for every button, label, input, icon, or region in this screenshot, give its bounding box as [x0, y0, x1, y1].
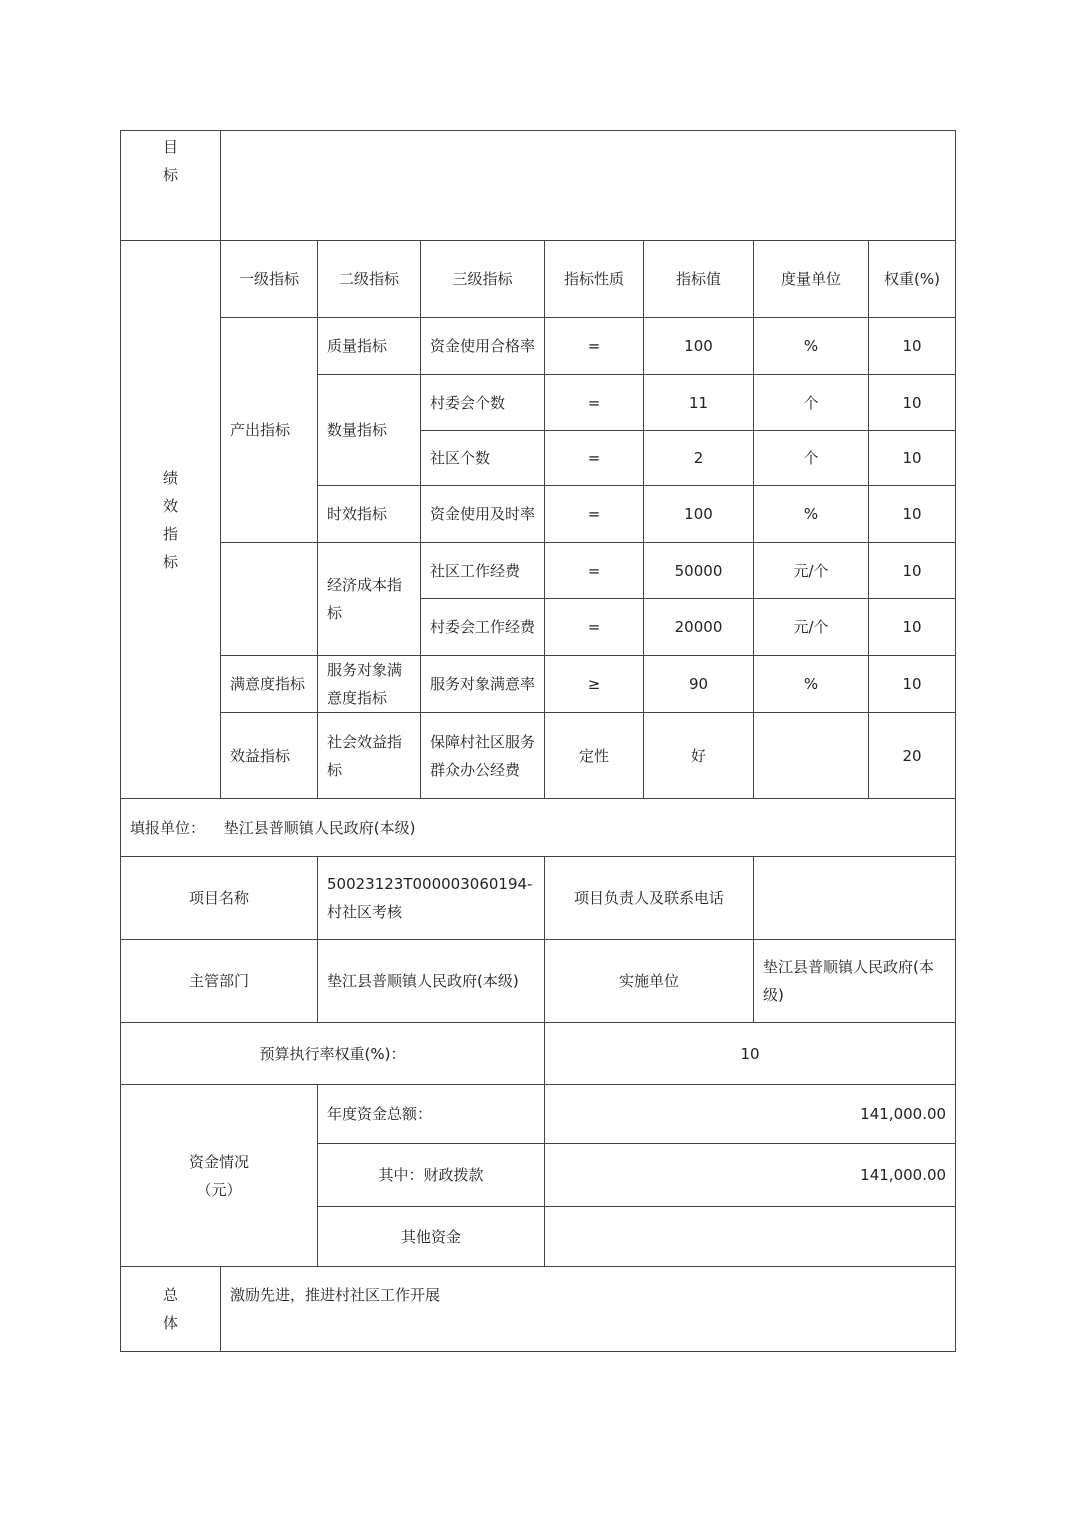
table-row: [121, 656, 956, 713]
weight-cell: 10: [869, 431, 956, 486]
project-contact-value: [754, 857, 956, 940]
funds-total-label: 年度资金总额：: [318, 1085, 545, 1144]
funds-other-value: [545, 1207, 956, 1267]
level1-cell: [221, 543, 318, 656]
impl-value: 垫江县普顺镇人民政府(本级): [754, 940, 956, 1023]
dept-value: 垫江县普顺镇人民政府(本级): [318, 940, 545, 1023]
value-cell: 100: [644, 318, 754, 375]
level2-cell: 社会效益指标: [318, 713, 421, 799]
unit-cell: [754, 713, 869, 799]
weight-cell: 10: [869, 318, 956, 375]
header-level2: 二级指标: [318, 241, 421, 318]
header-value: 指标值: [644, 241, 754, 318]
project-name-row: [121, 857, 956, 940]
unit-cell: %: [754, 656, 869, 713]
nature-cell: =: [545, 318, 644, 375]
value-cell: 好: [644, 713, 754, 799]
nature-cell: ≥: [545, 656, 644, 713]
nature-cell: 定性: [545, 713, 644, 799]
level2-cell: 质量指标: [318, 318, 421, 375]
goal-content: [221, 131, 956, 241]
level3-cell: 资金使用及时率: [421, 486, 545, 543]
value-cell: 100: [644, 486, 754, 543]
value-cell: 50000: [644, 543, 754, 599]
level1-cell: 满意度指标: [221, 656, 318, 713]
level3-cell: 社区个数: [421, 431, 545, 486]
goal-label: [121, 131, 221, 241]
report-unit-cell: [121, 799, 956, 857]
level1-cell: 产出指标: [221, 318, 318, 543]
budget-row: [121, 1023, 956, 1085]
table-row: [121, 318, 956, 375]
weight-cell: 10: [869, 543, 956, 599]
header-level3: 三级指标: [421, 241, 545, 318]
project-name-value: 50023123T000003060194-村社区考核: [318, 857, 545, 940]
header-nature: 指标性质: [545, 241, 644, 318]
nature-cell: =: [545, 486, 644, 543]
funds-label-line2: （元）: [196, 1180, 242, 1199]
overall-label-char: 体: [162, 1314, 178, 1332]
level3-cell: 保障村社区服务群众办公经费: [421, 713, 545, 799]
report-unit-row: [121, 799, 956, 857]
budget-weight-label: 预算执行率权重(%)：: [121, 1023, 545, 1085]
funds-total-row: [121, 1085, 956, 1144]
report-unit-label: 填报单位：: [130, 818, 206, 837]
project-contact-label: 项目负责人及联系电话: [545, 857, 754, 940]
goal-row: [121, 131, 956, 241]
funds-other-label: 其他资金: [318, 1207, 545, 1267]
header-weight: 权重(%): [869, 241, 956, 318]
funds-label: [121, 1085, 318, 1267]
nature-cell: =: [545, 599, 644, 656]
level2-cell: 数量指标: [318, 375, 421, 486]
report-unit-value: 垫江县普顺镇人民政府(本级): [223, 818, 416, 837]
perf-label-char: 绩: [162, 468, 178, 487]
overall-label: [121, 1267, 221, 1352]
unit-cell: 元/个: [754, 599, 869, 656]
value-cell: 11: [644, 375, 754, 431]
overall-row: [121, 1267, 956, 1352]
funds-fiscal-value: 141,000.00: [545, 1144, 956, 1207]
header-level1: 一级指标: [221, 241, 318, 318]
performance-table: [120, 130, 956, 799]
unit-cell: 个: [754, 375, 869, 431]
weight-cell: 20: [869, 713, 956, 799]
funds-fiscal-label: 其中：财政拨款: [318, 1144, 545, 1207]
impl-label: 实施单位: [545, 940, 754, 1023]
level3-cell: 村委会个数: [421, 375, 545, 431]
value-cell: 20000: [644, 599, 754, 656]
unit-cell: 元/个: [754, 543, 869, 599]
weight-cell: 10: [869, 486, 956, 543]
level3-cell: 社区工作经费: [421, 543, 545, 599]
table-row: [121, 713, 956, 799]
funds-total-value: 141,000.00: [545, 1085, 956, 1144]
weight-cell: 10: [869, 656, 956, 713]
perf-label-char: 指: [162, 524, 178, 543]
perf-header-row: [121, 241, 956, 318]
project-name-label: 项目名称: [121, 857, 318, 940]
table-row: [121, 543, 956, 599]
level3-cell: 资金使用合格率: [421, 318, 545, 375]
unit-cell: 个: [754, 431, 869, 486]
nature-cell: =: [545, 543, 644, 599]
level2-cell: 服务对象满意度指标: [318, 656, 421, 713]
unit-cell: %: [754, 318, 869, 375]
perf-label: [121, 241, 221, 799]
level2-cell: 时效指标: [318, 486, 421, 543]
weight-cell: 10: [869, 375, 956, 431]
weight-cell: 10: [869, 599, 956, 656]
level2-cell: 经济成本指标: [318, 543, 421, 656]
funds-label-line1: 资金情况: [188, 1152, 249, 1171]
budget-weight-value: 10: [545, 1023, 956, 1085]
level3-cell: 村委会工作经费: [421, 599, 545, 656]
unit-cell: %: [754, 486, 869, 543]
header-unit: 度量单位: [754, 241, 869, 318]
dept-row: [121, 940, 956, 1023]
dept-label: 主管部门: [121, 940, 318, 1023]
overall-label-char: 总: [162, 1286, 178, 1304]
value-cell: 90: [644, 656, 754, 713]
perf-label-char: 效: [162, 496, 178, 515]
project-info-table: [120, 798, 956, 1352]
nature-cell: =: [545, 431, 644, 486]
perf-label-char: 标: [162, 552, 178, 571]
overall-content: 激励先进，推进村社区工作开展: [221, 1267, 956, 1352]
level1-cell: 效益指标: [221, 713, 318, 799]
level3-cell: 服务对象满意率: [421, 656, 545, 713]
goal-label-char: 目: [162, 138, 178, 156]
nature-cell: =: [545, 375, 644, 431]
value-cell: 2: [644, 431, 754, 486]
goal-label-char: 标: [162, 166, 178, 184]
